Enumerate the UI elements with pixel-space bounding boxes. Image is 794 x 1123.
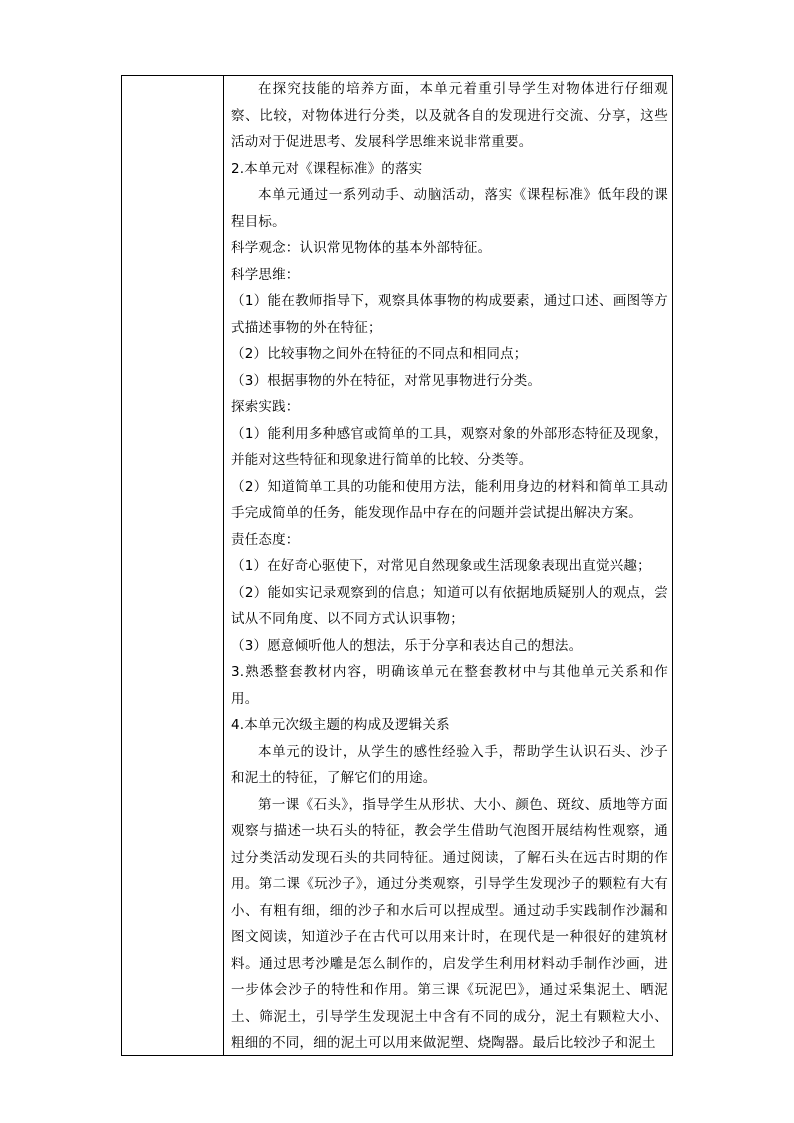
- content-text: [231, 76, 668, 1055]
- paragraph-lessons-overview: 第一课《石头》，指导学生从形状、大小、颜色、斑纹、质地等方面观察与描述一块石头的特征，教会学生借助气泡图开展结构性观察，通过分类活动发现石头的共同特征。通过阅读，了解石头在远古时期的作用。第二课《玩沙子》，通过分类观察，引导学生发现沙子的颗粒有大有小、有粗有细，细的沙子和水后可以捏成型。通过动手实践制作沙漏和图文阅读，知道沙子在古代可以用来计时，在现代是一种很好的建筑材料。通过思考沙雕是怎么制作的，启发学生利用材料动手制作沙画，进一步体会沙子的特性和作用。第三课《玩泥巴》，通过采集泥土、晒泥土、筛泥土，引导学生发现泥土中含有不同的成分，泥土有颗粒大小、粗细的不同，细的泥土可以用来做泥塑、烧陶器。最后比较沙子和泥土: [231, 796, 668, 1051]
- paragraph-curriculum-goals: 本单元通过一系列动手、动脑活动，落实《课程标准》低年段的课程目标。: [231, 187, 668, 230]
- heading-subtopic-structure: 4.本单元次级主题的构成及逻辑关系: [231, 717, 450, 733]
- document-table: [121, 75, 673, 1056]
- label-exploration-practice: 探索实践：: [231, 399, 300, 415]
- table-label-cell: [122, 76, 224, 1055]
- label-science-thinking: 科学思维：: [231, 266, 300, 283]
- heading-textbook-familiarity: 3.熟悉整套教材内容，明确该单元在整套教材中与其他单元关系和作用。: [231, 664, 668, 707]
- paragraph-science-concept: 科学观念：认识常见物体的基本外部特征。: [231, 240, 492, 256]
- list-item-thinking-3: （3）根据事物的外在特征，对常见事物进行分类。: [231, 372, 542, 389]
- label-responsibility-attitude: 责任态度：: [231, 531, 300, 548]
- list-item-practice-2: （2）知道简单工具的功能和使用方法，能利用身边的材料和简单工具动手完成简单的任务，能发现作品中存在的问题并尝试提出解决方案。: [231, 478, 668, 521]
- list-item-practice-1: （1）能利用多种感官或简单的工具，观察对象的外部形态特征及现象，并能对这些特征和现象进行简单的比较、分类等。: [231, 425, 668, 468]
- paragraph-inquiry-skills: 在探究技能的培养方面，本单元着重引导学生对物体进行仔细观察、比较，对物体进行分类，以及就各自的发现进行交流、分享，这些活动对于促进思考、发展科学思维来说非常重要。: [231, 81, 668, 150]
- heading-curriculum-standards: 2.本单元对《课程标准》的落实: [231, 160, 423, 177]
- list-item-thinking-1: （1）能在教师指导下，观察具体事物的构成要素，通过口述、画图等方式描述事物的外在特征；: [231, 293, 668, 336]
- list-item-attitude-2: （2）能如实记录观察到的信息；知道可以有依据地质疑别人的观点，尝试从不同角度、以不同方式认识事物；: [231, 584, 668, 627]
- paragraph-unit-design: 本单元的设计，从学生的感性经验入手，帮助学生认识石头、沙子和泥土的特征，了解它们的用途。: [231, 743, 668, 786]
- list-item-attitude-1: （1）在好奇心驱使下，对常见自然现象或生活现象表现出直觉兴趣；: [231, 558, 651, 574]
- list-item-thinking-2: （2）比较事物之间外在特征的不同点和相同点；: [231, 346, 528, 362]
- list-item-attitude-3: （3）愿意倾听他人的想法，乐于分享和表达自己的想法。: [231, 637, 583, 654]
- table-content-cell: [224, 76, 672, 1055]
